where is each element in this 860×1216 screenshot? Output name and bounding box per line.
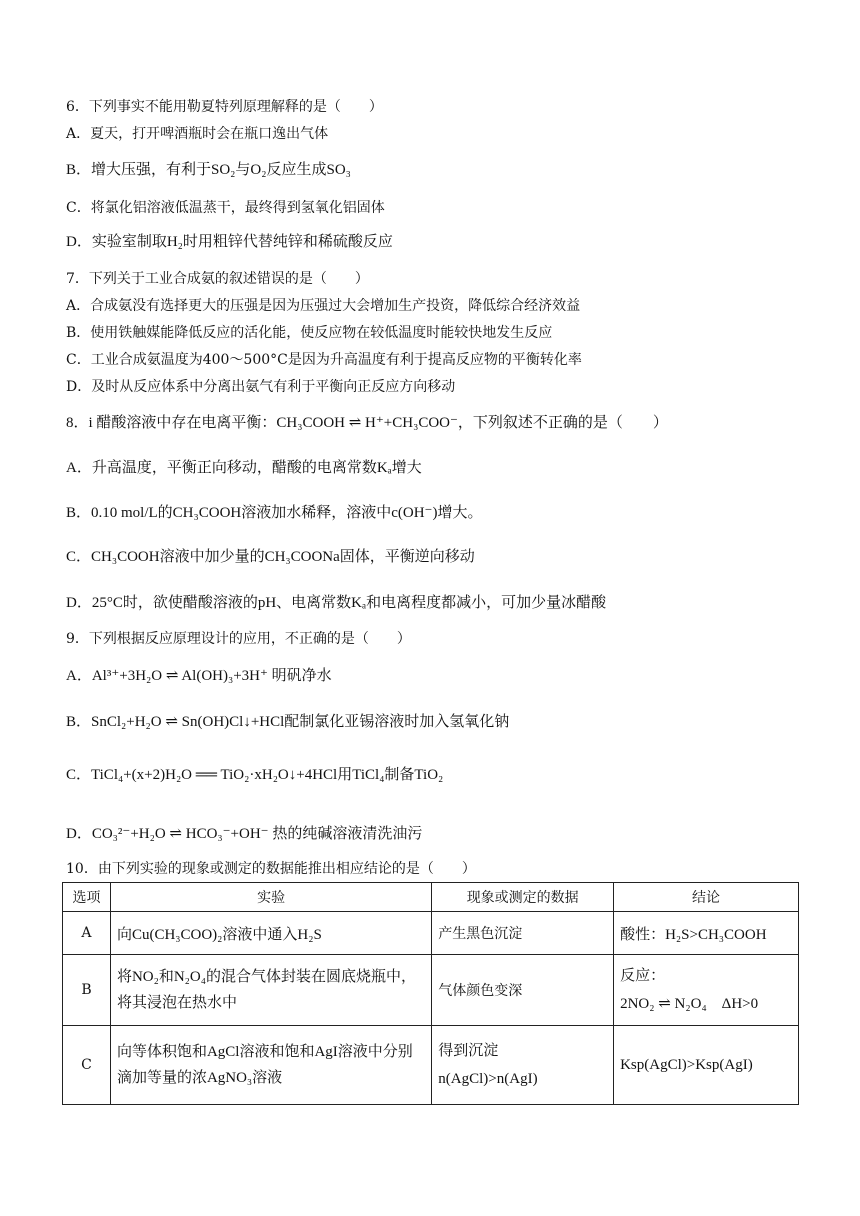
q6-stem: 6．下列事实不能用勒夏特列原理解释的是（ ）: [66, 99, 383, 115]
q10-table: [62, 882, 799, 1105]
q9-option-b: B．SnCl₂+H₂O ⇌ Sn(OH)Cl↓+HCl配制氯化亚锡溶液时加入氢氧化钠: [66, 714, 510, 730]
row-b-experiment: 将NO₂和N₂O₄的混合气体封装在圆底烧瓶中，将其浸泡在热水中: [110, 955, 431, 1026]
row-a-conclusion: 酸性：H₂S>CH₃COOH: [614, 912, 799, 955]
table-row: [63, 912, 799, 955]
row-a-experiment: 向Cu(CH₃COO)₂溶液中通入H₂S: [110, 912, 431, 955]
row-c-phenomenon-value: n(AgCl)>n(AgI): [438, 1071, 538, 1087]
header-conclusion: 结论: [614, 883, 799, 912]
q7-stem: 7．下列关于工业合成氨的叙述错误的是（ ）: [66, 271, 369, 287]
q8-option-d: D．25°C时，欲使醋酸溶液的pH、电离常数Kₐ和电离程度都减小，可加少量冰醋酸: [66, 595, 607, 611]
q9-stem: 9．下列根据反应原理设计的应用，不正确的是（ ）: [66, 631, 411, 647]
row-c-phenomenon-label: 得到沉淀: [438, 1043, 499, 1059]
q8-option-c: C．CH₃COOH溶液中加少量的CH₃COONa固体，平衡逆向移动: [66, 549, 475, 565]
q7-option-a: A．合成氨没有选择更大的压强是因为压强过大会增加生产投资，降低综合经济效益: [66, 298, 581, 314]
table-row: [63, 955, 799, 1026]
row-c-option: C: [63, 1026, 111, 1105]
row-b-conclusion-equation: 2NO₂ ⇌ N₂O₄ ΔH>0: [620, 996, 759, 1012]
q9-option-c: C．TiCl₄+(x+2)H₂O ══ TiO₂·xH₂O↓+4HCl用TiCl₄制备TiO₂: [66, 767, 444, 783]
q10-stem: 10．由下列实验的现象或测定的数据能推出相应结论的是（ ）: [66, 861, 476, 877]
q8-option-b: B．0.10 mol/L的CH₃COOH溶液加水稀释，溶液中c(OH⁻)增大。: [66, 505, 483, 521]
row-c-experiment: 向等体积饱和AgCl溶液和饱和AgI溶液中分别滴加等量的浓AgNO₃溶液: [110, 1026, 431, 1105]
row-a-option: A: [63, 912, 111, 955]
q9-option-d: D．CO₃²⁻+H₂O ⇌ HCO₃⁻+OH⁻ 热的纯碱溶液清洗油污: [66, 826, 423, 842]
q7-option-d: D．及时从反应体系中分离出氨气有利于平衡向正反应方向移动: [66, 379, 456, 395]
q6-option-b: B．增大压强，有利于SO₂与O₂反应生成SO₃: [66, 162, 351, 178]
table-row: [63, 1026, 799, 1105]
q6-option-d: D．实验室制取H₂时用粗锌代替纯锌和稀硫酸反应: [66, 234, 393, 250]
row-b-phenomenon: 气体颜色变深: [432, 955, 614, 1026]
row-a-phenomenon: 产生黑色沉淀: [432, 912, 614, 955]
q8-stem: 8．i 醋酸溶液中存在电离平衡：CH₃COOH ⇌ H⁺+CH₃COO⁻，下列叙述不正确的是（ ）: [66, 415, 668, 431]
q8-option-a: A．升高温度，平衡正向移动，醋酸的电离常数Kₐ增大: [66, 460, 422, 476]
row-b-option: B: [63, 955, 111, 1026]
q6-option-a: A．夏天，打开啤酒瓶时会在瓶口逸出气体: [66, 126, 329, 142]
q6-option-c: C．将氯化铝溶液低温蒸干，最终得到氢氧化铝固体: [66, 200, 385, 216]
q9-option-a: A．Al³⁺+3H₂O ⇌ Al(OH)₃+3H⁺ 明矾净水: [66, 668, 332, 684]
header-experiment: 实验: [110, 883, 431, 912]
row-b-conclusion: [614, 955, 799, 1026]
q7-option-b: B．使用铁触媒能降低反应的活化能，使反应物在较低温度时能较快地发生反应: [66, 325, 553, 341]
q7-option-c: C．工业合成氨温度为400～500°C是因为升高温度有利于提高反应物的平衡转化率: [66, 352, 582, 368]
row-b-conclusion-label: 反应：: [620, 968, 666, 984]
row-c-conclusion: Ksp(AgCl)>Ksp(AgI): [614, 1026, 799, 1105]
row-c-phenomenon: [432, 1026, 614, 1105]
header-phenomenon: 现象或测定的数据: [432, 883, 614, 912]
header-option: 选项: [63, 883, 111, 912]
table-header-row: [63, 883, 799, 912]
